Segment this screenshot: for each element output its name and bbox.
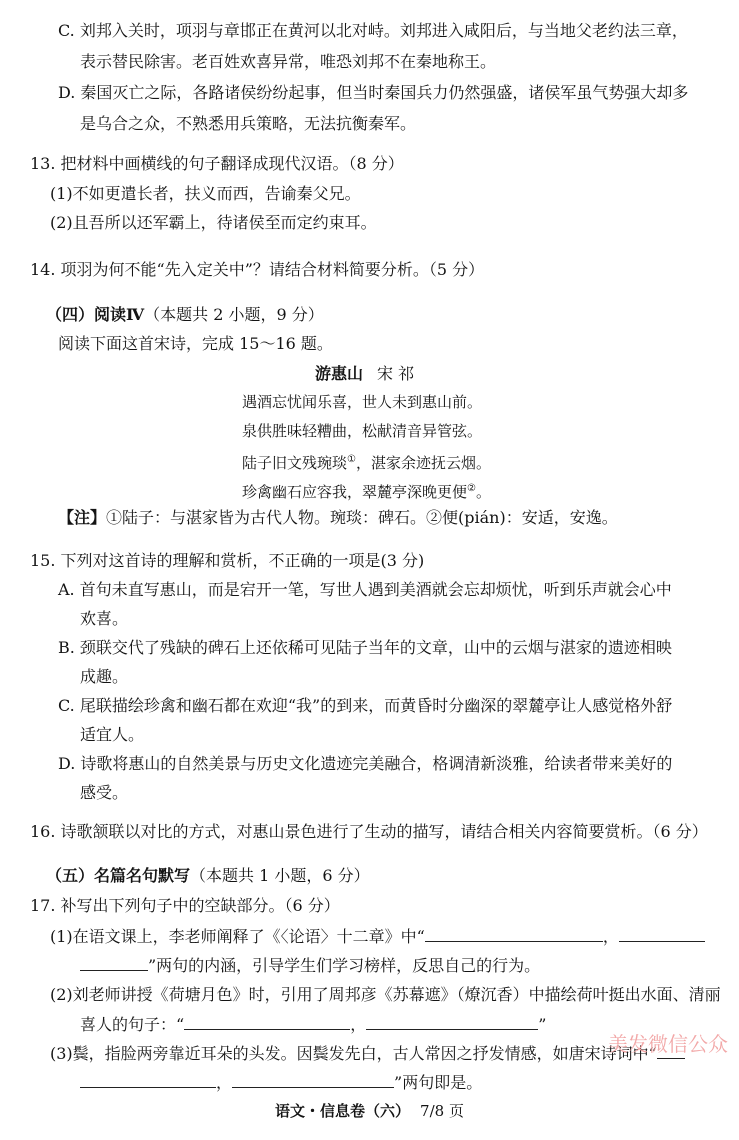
answer-blank-5[interactable] bbox=[366, 1014, 538, 1030]
q17-part3-prefix: (3)鬓，指脸两旁靠近耳朵的头发。因鬓发先白，古人常因之抒发情感，如唐宋诗词中“ bbox=[50, 1044, 657, 1063]
q17-part2-end: ” bbox=[538, 1015, 547, 1034]
section5-heading bbox=[46, 866, 370, 886]
q17-part3-sep: ， bbox=[216, 1073, 233, 1092]
q17-part1-sep: ， bbox=[602, 927, 619, 946]
poem-line-4-b: 。 bbox=[475, 483, 491, 501]
note-text: ①陆子：与湛家皆为古代人物。琬琰：碑石。②便(pián)：安适，安逸。 bbox=[106, 508, 618, 527]
q17-part2-line2 bbox=[80, 1014, 546, 1035]
q17-part1-prefix: (1)在语文课上，李老师阐释了《〈论语〉十二章》中“ bbox=[50, 927, 425, 946]
q17-part3-line2 bbox=[80, 1072, 482, 1093]
q15-option-a-line2: 欢喜。 bbox=[80, 609, 129, 628]
q16-stem: 16. 诗歌颔联以对比的方式，对惠山景色进行了生动的描写，请结合相关内容简要赏析。（6 分） bbox=[30, 822, 708, 841]
answer-blank-1[interactable] bbox=[425, 926, 603, 942]
q17-part1-line2 bbox=[80, 955, 540, 976]
q17-part1-line1 bbox=[50, 926, 705, 947]
answer-blank-2[interactable] bbox=[619, 926, 705, 942]
answer-blank-4[interactable] bbox=[184, 1014, 350, 1030]
q15-stem: 15. 下列对这首诗的理解和赏析，不正确的一项是(3 分) bbox=[30, 551, 425, 570]
poem-author: 宋 祁 bbox=[377, 364, 415, 383]
q12-option-d-line2: 是乌合之众，不熟悉用兵策略，无法抗衡秦军。 bbox=[80, 114, 417, 133]
section5-note: （本题共 1 小题，6 分） bbox=[190, 866, 370, 885]
q15-option-c-line2: 适宜人。 bbox=[80, 725, 145, 744]
poem-line-2: 泉供胜味轻糟曲，松献清音异管弦。 bbox=[242, 422, 483, 440]
q12-option-d-line1: D. 秦国灭亡之际，各路诸侯纷纷起事，但当时秦国兵力仍然强盛，诸侯军虽气势强大却多 bbox=[58, 83, 689, 102]
page-footer bbox=[0, 1100, 739, 1121]
q17-part3-line1 bbox=[50, 1043, 685, 1064]
footer-title: 语文・信息卷（六） bbox=[275, 1102, 411, 1120]
page-number: 7/8 页 bbox=[420, 1102, 464, 1120]
poem-line-3-b: ，湛家余迹抚云烟。 bbox=[355, 454, 491, 472]
poem-line-3 bbox=[242, 450, 491, 473]
q12-option-c-line2: 表示替民除害。老百姓欢喜异常，唯恐刘邦不在秦地称王。 bbox=[80, 52, 497, 71]
q12-option-c-line1: C. 刘邦入关时，项羽与章邯正在黄河以北对峙。刘邦进入咸阳后，与当地父老约法三章， bbox=[58, 21, 688, 40]
poem-line-3-a: 陆子旧文残琬琰 bbox=[242, 454, 348, 472]
q14-stem: 14. 项羽为何不能“先入定关中”？请结合材料简要分析。（5 分） bbox=[30, 260, 485, 279]
section4-title: （四）阅读Ⅳ bbox=[46, 305, 145, 324]
answer-blank-7[interactable] bbox=[80, 1072, 216, 1088]
q17-stem: 17. 补写出下列句子中的空缺部分。（6 分） bbox=[30, 896, 340, 915]
poem-line-1: 遇酒忘忧闻乐喜，世人未到惠山前。 bbox=[242, 393, 483, 411]
section4-heading bbox=[46, 305, 324, 325]
section4-intro: 阅读下面这首宋诗，完成 15～16 题。 bbox=[58, 334, 333, 353]
section5-title: （五）名篇名句默写 bbox=[46, 866, 191, 885]
section4-note: （本题共 2 小题，9 分） bbox=[144, 305, 324, 324]
q15-option-d-line2: 感受。 bbox=[80, 783, 129, 802]
q17-part2-sep: ， bbox=[350, 1015, 367, 1034]
answer-blank-3[interactable] bbox=[80, 955, 148, 971]
poem-note bbox=[58, 508, 618, 528]
q13-sentence-1: (1)不如更遣长者，扶义而西，告谕秦父兄。 bbox=[50, 184, 361, 203]
q17-part2-prefix: 喜人的句子：“ bbox=[80, 1015, 185, 1034]
poem-line-4-a: 珍禽幽石应容我，翠麓亭深晚更便 bbox=[242, 483, 468, 501]
q17-part3-suffix: ”两句即是。 bbox=[394, 1073, 483, 1092]
q15-option-d-line1: D. 诗歌将惠山的自然美景与历史文化遗迹完美融合，格调清新淡雅，给读者带来美好的 bbox=[58, 754, 673, 773]
q17-part1-suffix: ”两句的内涵，引导学生们学习榜样，反思自己的行为。 bbox=[148, 956, 541, 975]
q15-option-b-line2: 成趣。 bbox=[80, 667, 129, 686]
q13-stem: 13. 把材料中画横线的句子翻译成现代汉语。（8 分） bbox=[30, 154, 404, 173]
footnote-mark-2: ② bbox=[467, 483, 476, 494]
answer-blank-8[interactable] bbox=[232, 1072, 394, 1088]
poem-heading bbox=[315, 364, 414, 384]
q13-sentence-2: (2)且吾所以还军霸上，待诸侯至而定约束耳。 bbox=[50, 213, 377, 232]
q15-option-c-line1: C. 尾联描绘珍禽和幽石都在欢迎“我”的到来，而黄昏时分幽深的翠麓亭让人感觉格外舒 bbox=[58, 696, 673, 715]
note-label: 【注】 bbox=[58, 508, 107, 527]
watermark: 美发微信公众 bbox=[608, 1032, 728, 1056]
poem-title: 游惠山 bbox=[315, 364, 364, 383]
q17-part2-line1: (2)刘老师讲授《荷塘月色》时，引用了周邦彦《苏幕遮》（燎沉香）中描绘荷叶挺出水面、清丽 bbox=[50, 985, 721, 1004]
poem-line-4 bbox=[242, 479, 491, 502]
footnote-mark-1: ① bbox=[347, 454, 356, 465]
q15-option-a-line1: A. 首句未直写惠山，而是宕开一笔，写世人遇到美酒就会忘却烦忧，听到乐声就会心中 bbox=[58, 580, 672, 599]
q15-option-b-line1: B. 颈联交代了残缺的碑石上还依稀可见陆子当年的文章，山中的云烟与湛家的遗迹相映 bbox=[58, 638, 672, 657]
